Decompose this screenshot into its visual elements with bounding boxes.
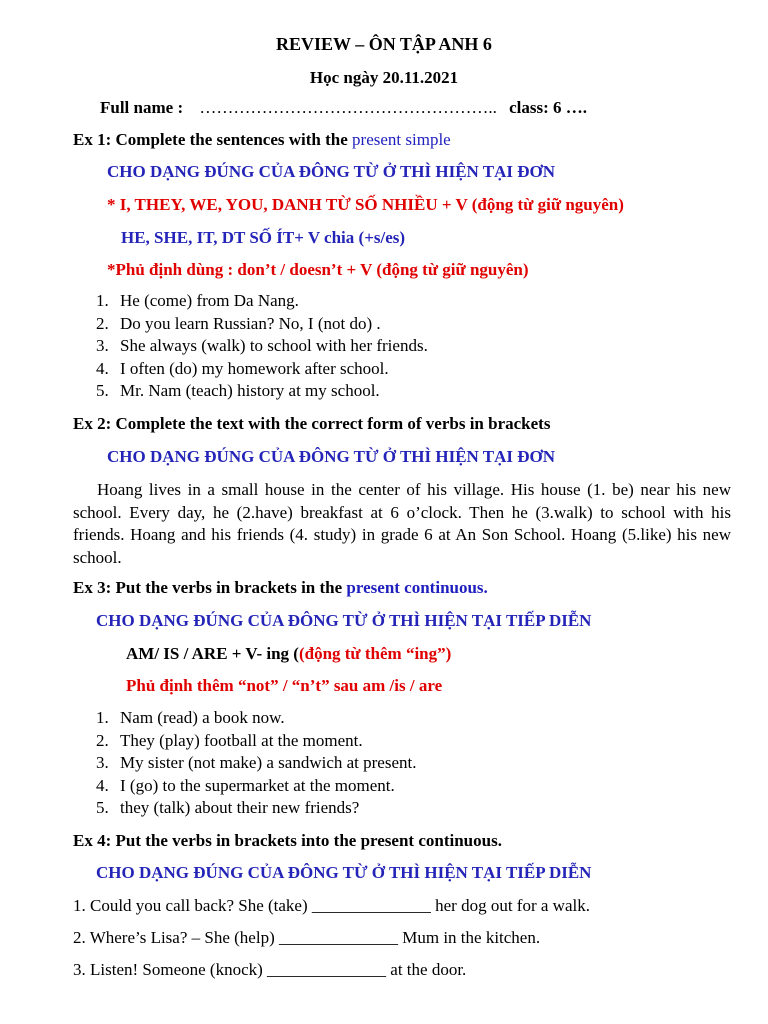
ex4-rule-heading: CHO DẠNG ĐÚNG CỦA ĐÔNG TỪ Ở THÌ HIỆN TẠI TIẾP DIỄN <box>96 863 592 882</box>
list-item: 5. Mr. Nam (teach) history at my school. <box>96 381 380 400</box>
ex3-tense: present continuous. <box>346 578 488 597</box>
lesson-date: Học ngày 20.11.2021 <box>309 68 459 87</box>
ex3-label: Ex 3: <box>73 578 112 597</box>
ex4-item-1: 1. Could you call back? She (take) ______________ her dog out for a walk. <box>73 896 590 915</box>
list-item: 5. they (talk) about their new friends? <box>96 798 360 817</box>
class-label: class: 6 …. <box>509 98 588 117</box>
document-title: REVIEW – ÔN TẬP ANH 6 <box>276 34 492 54</box>
ex1-tense: present simple <box>352 130 451 149</box>
ex1-rule-1: * I, THEY, WE, YOU, DANH TỪ SỐ NHIỀU + V (động từ giữ nguyên) <box>107 195 624 214</box>
ex1-title: Complete the sentences with the <box>115 130 348 149</box>
list-item: 2. Do you learn Russian? No, I (not do) . <box>96 313 381 333</box>
list-item: 1. Nam (read) a book now. <box>96 708 285 727</box>
ex2-paragraph: Hoang lives in a small house in the center of his village. His house (1. be) near his new school. Every day, he (2.have) breakfast at 6 o’clock. Then he (3.walk) to school with his friends. Hoang and his friends (4. study) in grade 6 at An Son School. Hoang (5.like) his new school. <box>73 480 731 567</box>
ex1-rule-heading: CHO DẠNG ĐÚNG CỦA ĐÔNG TỪ Ở THÌ HIỆN TẠI ĐƠN <box>107 162 556 181</box>
list-item: 1. He (come) from Da Nang. <box>96 291 299 310</box>
ex4-label: Ex 4: <box>73 831 112 850</box>
ex2-rule-heading: CHO DẠNG ĐÚNG CỦA ĐÔNG TỪ Ở THÌ HIỆN TẠI ĐƠN <box>107 447 556 466</box>
ex3-title: Put the verbs in brackets in the <box>115 578 343 597</box>
ex2-label: Ex 2: <box>73 414 112 433</box>
fullname-blank: …………………………………………….. <box>199 98 497 117</box>
fullname-line <box>100 98 587 118</box>
ex1-heading <box>73 130 451 150</box>
list-item: 2. They (play) football at the moment. <box>96 730 363 750</box>
fullname-label: Full name : <box>100 98 184 117</box>
ex1-rule-2: HE, SHE, IT, DT SỐ ÍT+ V chia (+s/es) <box>121 228 406 247</box>
list-item: 3. My sister (not make) a sandwich at present. <box>96 753 417 772</box>
list-item: 4. I often (do) my homework after school. <box>96 358 389 378</box>
ex3-rule-heading: CHO DẠNG ĐÚNG CỦA ĐÔNG TỪ Ở THÌ HIỆN TẠI TIẾP DIỄN <box>96 611 592 630</box>
ex2-heading <box>73 414 550 434</box>
ex4-item-3: 3. Listen! Someone (knock) ______________ at the door. <box>73 960 467 979</box>
list-item: 4. I (go) to the supermarket at the moment. <box>96 775 395 795</box>
ex3-heading <box>73 578 488 598</box>
ex2-title: Complete the text with the correct form of verbs in brackets <box>115 414 551 433</box>
ex1-label: Ex 1: <box>73 130 112 149</box>
ex3-rule-2: Phủ định thêm “not” / “n’t” sau am /is / are <box>126 676 443 695</box>
ex3-question-list <box>96 707 416 820</box>
ex4-heading <box>73 831 502 851</box>
ex3-rule-1: AM/ IS / ARE + V- ing ((động từ thêm “ing”) <box>126 644 452 663</box>
ex1-rule-3: *Phủ định dùng : don’t / doesn’t + V (động từ giữ nguyên) <box>107 260 529 279</box>
ex4-title: Put the verbs in brackets into the present continuous. <box>115 831 502 850</box>
ex1-question-list <box>96 290 428 403</box>
ex4-item-2: 2. Where’s Lisa? – She (help) ______________ Mum in the kitchen. <box>73 928 541 947</box>
list-item: 3. She always (walk) to school with her friends. <box>96 336 428 355</box>
